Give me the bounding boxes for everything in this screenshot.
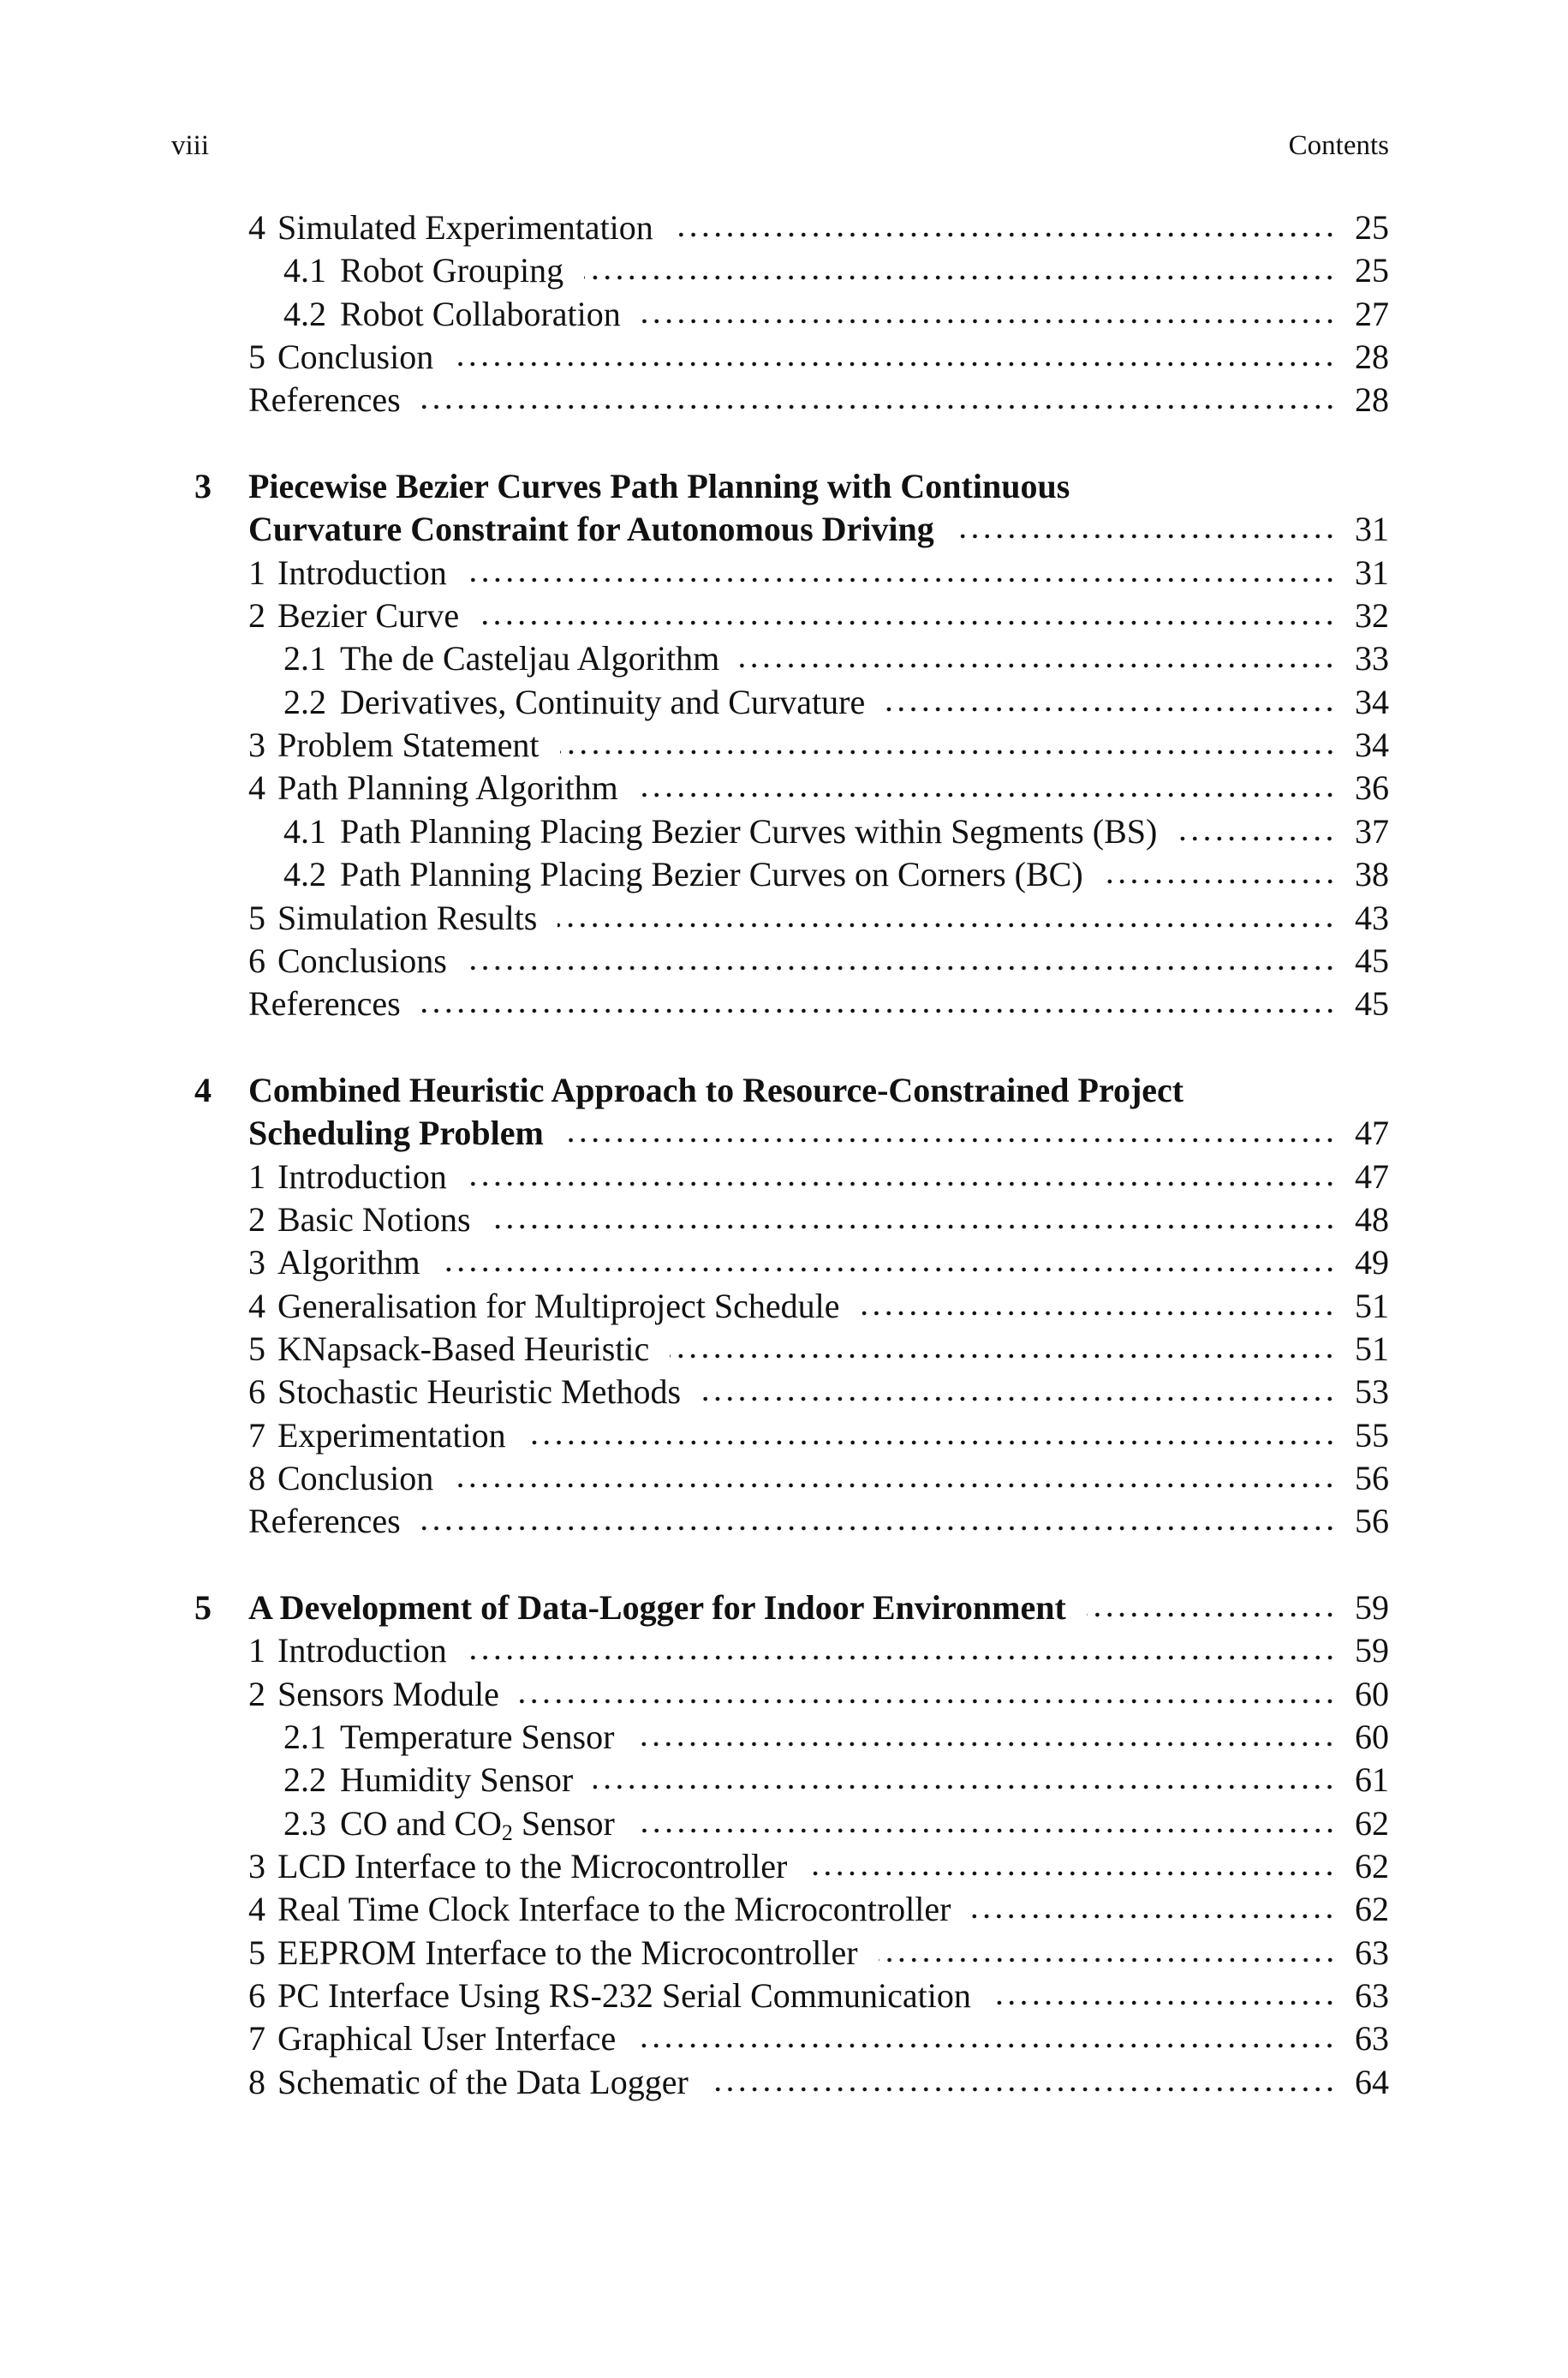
dot-leader	[421, 1524, 1336, 1533]
page-number: 34	[1355, 726, 1389, 765]
entry-title	[283, 1716, 614, 1759]
dot-leader	[641, 317, 1336, 326]
section-number: 2.2	[283, 682, 326, 721]
entry-title	[283, 810, 1157, 853]
section-number: 1	[248, 1631, 265, 1670]
page-number: 59	[1355, 1588, 1389, 1627]
page-number: 64	[1355, 2062, 1389, 2101]
toc-entry[interactable]	[0, 249, 1568, 292]
entry-line[interactable]	[248, 1112, 1389, 1155]
toc-entry[interactable]	[0, 293, 1568, 336]
entry-line[interactable]	[283, 637, 1389, 680]
entry-title	[283, 1802, 615, 1845]
title-text: Generalisation for Multiproject Schedule	[277, 1286, 840, 1325]
entry-title	[248, 1285, 839, 1328]
title-text: Graphical User Interface	[277, 2019, 617, 2058]
title-text: PC Interface Using RS-232 Serial Communication	[277, 1976, 971, 2016]
toc-entry[interactable]	[0, 1457, 1568, 1500]
spacer	[0, 1544, 1568, 1586]
spacer	[0, 422, 1568, 465]
entry-title	[248, 1198, 471, 1241]
title-text: LCD Interface to the Microcontroller	[277, 1847, 788, 1886]
dot-leader	[639, 791, 1336, 799]
entry-title	[248, 724, 540, 767]
toc-entry[interactable]	[0, 810, 1568, 853]
page-number: 49	[1355, 1243, 1389, 1282]
chapter-number: 4	[194, 1070, 212, 1109]
dot-leader	[670, 1352, 1336, 1360]
page-number: 27	[1355, 294, 1389, 333]
entry-line[interactable]	[283, 1716, 1389, 1759]
dot-leader	[468, 576, 1336, 584]
toc-entry[interactable]	[0, 552, 1568, 594]
entry-line[interactable]	[283, 1759, 1389, 1801]
title-text-after: Sensor	[512, 1803, 615, 1843]
entry-line[interactable]	[248, 724, 1389, 767]
page-number: 47	[1355, 1156, 1389, 1196]
toc-entry[interactable]	[0, 206, 1568, 249]
page-number: 62	[1355, 1803, 1389, 1843]
title-text: Simulation Results	[277, 898, 538, 937]
title-text: Curvature Constraint for Autonomous Driving	[248, 510, 934, 549]
dot-leader	[468, 1653, 1336, 1662]
toc-entry[interactable]	[0, 1888, 1568, 1931]
title-text: Conclusion	[277, 338, 434, 377]
title-text: Introduction	[277, 1631, 447, 1670]
entry-title	[248, 379, 401, 421]
title-text: Schematic of the Data Logger	[277, 2062, 689, 2101]
dot-leader	[527, 1438, 1336, 1447]
toc-entry[interactable]	[0, 2061, 1568, 2104]
section-number: 4.2	[283, 855, 326, 894]
section-number: 7	[248, 1415, 265, 1455]
title-text: Real Time Clock Interface to the Microcontroller	[277, 1890, 951, 1929]
entry-title	[248, 1414, 506, 1457]
title-text: Robot Grouping	[340, 251, 564, 290]
entry-title	[248, 1457, 433, 1500]
page-number: 32	[1355, 596, 1389, 636]
toc-entry[interactable]	[0, 1716, 1568, 1759]
dot-leader	[1104, 877, 1336, 886]
page-number: 56	[1355, 1458, 1389, 1497]
toc-entry[interactable]	[0, 379, 1568, 421]
entry-title	[248, 206, 653, 249]
entry-title	[248, 1069, 1183, 1112]
entry-title	[283, 1759, 573, 1801]
page-number: 31	[1355, 553, 1389, 592]
section-number: 1	[248, 553, 265, 592]
dot-leader	[709, 2085, 1336, 2094]
dot-leader	[1087, 1610, 1336, 1619]
page-number: 33	[1355, 639, 1389, 678]
page-number: 28	[1355, 338, 1389, 377]
entry-title	[283, 637, 719, 680]
running-head: Contents	[1288, 130, 1389, 161]
entry-title	[283, 293, 621, 336]
entry-title	[283, 853, 1083, 896]
entry-line[interactable]	[248, 1414, 1389, 1457]
toc-entry[interactable]	[0, 897, 1568, 940]
page-number: 60	[1355, 1674, 1389, 1713]
toc-entry[interactable]	[0, 465, 1568, 508]
dot-leader	[593, 1783, 1336, 1791]
toc-entry[interactable]	[0, 983, 1568, 1025]
title-text: Experimentation	[277, 1415, 506, 1455]
entry-line[interactable]	[248, 940, 1389, 983]
entry-title	[248, 508, 934, 551]
toc-entry[interactable]	[0, 1500, 1568, 1543]
section-number: 2	[248, 1674, 265, 1713]
section-number: 2	[248, 596, 265, 636]
entry-line[interactable]	[248, 594, 1389, 637]
entry-line[interactable]	[248, 336, 1389, 379]
toc-entry[interactable]	[0, 1673, 1568, 1716]
toc-entry[interactable]	[0, 2017, 1568, 2060]
entry-title	[248, 1845, 787, 1888]
toc-entry[interactable]	[0, 1629, 1568, 1672]
entry-line[interactable]	[248, 1932, 1389, 1975]
entry-line[interactable]	[283, 853, 1389, 896]
toc-entry[interactable]	[0, 594, 1568, 637]
dot-leader	[860, 1309, 1336, 1317]
entry-line[interactable]	[283, 1802, 1389, 1845]
dot-leader	[955, 532, 1336, 541]
title-text: EEPROM Interface to the Microcontroller	[277, 1933, 858, 1972]
toc-entry[interactable]	[0, 1156, 1568, 1198]
entry-title	[248, 897, 537, 940]
dot-leader	[520, 1697, 1336, 1706]
section-number: 4.1	[283, 811, 326, 851]
toc-entry[interactable]	[0, 681, 1568, 724]
page-number: 34	[1355, 682, 1389, 721]
section-number: 2.3	[283, 1803, 326, 1843]
entry-line[interactable]	[248, 465, 1389, 508]
entry-title	[248, 2061, 689, 2104]
page-number: 60	[1355, 1718, 1389, 1757]
section-number: 6	[248, 1372, 265, 1412]
section-number: 3	[248, 1243, 265, 1282]
title-text: Combined Heuristic Approach to Resource-Constrained Project	[248, 1070, 1184, 1109]
title-text: Introduction	[277, 553, 447, 592]
section-number: 6	[248, 1976, 265, 2016]
toc-entry[interactable]	[0, 1586, 1568, 1629]
toc-entry[interactable]	[0, 508, 1568, 551]
dot-leader	[454, 360, 1336, 368]
dot-leader	[1177, 834, 1336, 843]
chapter-number: 3	[194, 467, 212, 506]
entry-line[interactable]	[248, 379, 1389, 421]
page-number: 47	[1355, 1114, 1389, 1153]
entry-line[interactable]	[248, 1156, 1389, 1198]
entry-line[interactable]	[248, 983, 1389, 1025]
entry-title	[248, 1328, 649, 1371]
title-text: Robot Collaboration	[340, 294, 621, 333]
section-number: 1	[248, 1156, 265, 1196]
title-text: A Development of Data-Logger for Indoor Environment	[248, 1588, 1066, 1627]
entry-line[interactable]	[248, 2061, 1389, 2104]
entry-line[interactable]	[248, 1888, 1389, 1931]
entry-title	[248, 1975, 971, 2017]
page-number-header: viii	[171, 130, 210, 161]
title-text: Conclusion	[277, 1458, 434, 1497]
page-number: 55	[1355, 1415, 1389, 1455]
page-number: 25	[1355, 208, 1389, 247]
dot-leader	[701, 1395, 1336, 1403]
page-number: 38	[1355, 855, 1389, 894]
entry-line[interactable]	[248, 1285, 1389, 1328]
entry-line[interactable]	[248, 1586, 1389, 1629]
section-number: 5	[248, 898, 265, 937]
title-text: Basic Notions	[277, 1199, 471, 1239]
entry-line[interactable]	[283, 681, 1389, 724]
section-number: 6	[248, 941, 265, 980]
dot-leader	[885, 705, 1336, 714]
title-text: Scheduling Problem	[248, 1114, 544, 1153]
section-number: 3	[248, 726, 265, 765]
entry-title	[248, 1112, 544, 1155]
toc-entry[interactable]	[0, 1932, 1568, 1975]
entry-line[interactable]	[248, 1241, 1389, 1284]
page-number: 51	[1355, 1286, 1389, 1325]
entry-title	[283, 681, 865, 724]
title-text: Conclusions	[277, 941, 447, 980]
page-number: 62	[1355, 1847, 1389, 1886]
section-number: 4	[248, 768, 265, 808]
page-number: 37	[1355, 811, 1389, 851]
toc-entry[interactable]	[0, 1198, 1568, 1241]
page-number: 45	[1355, 984, 1389, 1024]
entry-title	[248, 2017, 616, 2060]
subscript: 2	[501, 1819, 513, 1845]
title-text: Bezier Curve	[277, 596, 460, 636]
toc-entry[interactable]	[0, 336, 1568, 379]
title-text: Humidity Sensor	[340, 1760, 574, 1800]
title-text: Piecewise Bezier Curves Path Planning with Continuous	[248, 467, 1070, 506]
entry-line[interactable]	[248, 897, 1389, 940]
section-number: 7	[248, 2019, 265, 2058]
entry-line[interactable]	[248, 2017, 1389, 2060]
entry-title	[248, 1888, 951, 1931]
entry-title	[248, 1586, 1066, 1629]
page-number: 62	[1355, 1890, 1389, 1929]
toc-entry[interactable]	[0, 1328, 1568, 1371]
toc-entry[interactable]	[0, 1241, 1568, 1284]
dot-leader	[971, 1912, 1336, 1921]
dot-leader	[468, 964, 1336, 972]
title-text: Introduction	[277, 1156, 447, 1196]
chapter-number: 5	[194, 1588, 212, 1627]
title-text: Sensors Module	[277, 1674, 499, 1713]
toc-entry[interactable]	[0, 1371, 1568, 1413]
dot-leader	[636, 2041, 1336, 2050]
page-number: 28	[1355, 380, 1389, 420]
entry-line[interactable]	[248, 1975, 1389, 2017]
toc-entry[interactable]	[0, 1759, 1568, 1801]
title-text: Stochastic Heuristic Methods	[277, 1372, 682, 1412]
title-text: Simulated Experimentation	[277, 208, 653, 247]
title-text: KNapsack-Based Heuristic	[277, 1329, 650, 1368]
toc-entry[interactable]	[0, 637, 1568, 680]
title-text: References	[248, 1502, 401, 1541]
page-number: 43	[1355, 898, 1389, 937]
title-text: Path Planning Algorithm	[277, 768, 618, 808]
dot-leader	[468, 1180, 1336, 1188]
entry-line[interactable]	[248, 1371, 1389, 1413]
title-text: Path Planning Placing Bezier Curves within Segments (BS)	[340, 811, 1158, 851]
dot-leader	[674, 230, 1336, 239]
dot-leader	[879, 1956, 1336, 1964]
toc-entry[interactable]	[0, 1112, 1568, 1155]
page-number: 59	[1355, 1631, 1389, 1670]
section-number: 4	[248, 1890, 265, 1929]
entry-title	[283, 249, 563, 292]
toc-entry[interactable]	[0, 853, 1568, 896]
section-number: 4.2	[283, 294, 326, 333]
entry-line[interactable]	[248, 1500, 1389, 1543]
dot-leader	[557, 921, 1336, 929]
section-number: 2.1	[283, 1718, 326, 1757]
title-text: References	[248, 984, 401, 1024]
entry-line[interactable]	[283, 249, 1389, 292]
toc-entry[interactable]	[0, 1285, 1568, 1328]
section-number: 2.2	[283, 1760, 326, 1800]
table-of-contents	[0, 206, 1568, 2104]
entry-line[interactable]	[248, 1629, 1389, 1672]
page-number: 45	[1355, 941, 1389, 980]
section-number: 4	[248, 208, 265, 247]
entry-title	[248, 1629, 447, 1672]
toc-entry[interactable]	[0, 1414, 1568, 1457]
dot-leader	[635, 1740, 1336, 1748]
section-number: 8	[248, 2062, 265, 2101]
entry-line[interactable]	[248, 1198, 1389, 1241]
entry-title	[248, 1371, 681, 1413]
entry-title	[248, 1156, 447, 1198]
entry-line[interactable]	[248, 1069, 1389, 1112]
entry-title	[248, 767, 618, 810]
title-text: The de Casteljau Algorithm	[340, 639, 720, 678]
title-text: CO and CO	[340, 1803, 502, 1843]
entry-title	[248, 983, 401, 1025]
page-number: 63	[1355, 2019, 1389, 2058]
dot-leader	[441, 1265, 1336, 1274]
section-number: 5	[248, 338, 265, 377]
entry-line[interactable]	[248, 1673, 1389, 1716]
section-number: 4.1	[283, 251, 326, 290]
title-text: Problem Statement	[277, 726, 540, 765]
entry-line[interactable]	[283, 810, 1389, 853]
page-number: 53	[1355, 1372, 1389, 1412]
entry-line[interactable]	[248, 1845, 1389, 1888]
page-number: 63	[1355, 1933, 1389, 1972]
toc-entry[interactable]	[0, 940, 1568, 983]
dot-leader	[421, 403, 1336, 411]
dot-leader	[808, 1869, 1336, 1878]
spacer	[0, 1026, 1568, 1069]
entry-line[interactable]	[248, 508, 1389, 551]
page-number: 51	[1355, 1329, 1389, 1368]
entry-title	[248, 552, 447, 594]
entry-line[interactable]	[248, 1328, 1389, 1371]
title-text: Temperature Sensor	[340, 1718, 615, 1757]
page-number: 36	[1355, 768, 1389, 808]
dot-leader	[992, 1999, 1336, 2007]
section-number: 2	[248, 1199, 265, 1239]
entry-title	[248, 594, 459, 637]
title-text: Algorithm	[277, 1243, 420, 1282]
page-number: 48	[1355, 1199, 1389, 1239]
dot-leader	[564, 1136, 1336, 1144]
page-number: 31	[1355, 510, 1389, 549]
dot-leader	[454, 1481, 1336, 1490]
entry-line[interactable]	[283, 293, 1389, 336]
entry-title	[248, 1500, 401, 1543]
toc-entry[interactable]	[0, 1802, 1568, 1845]
dot-leader	[635, 1826, 1336, 1835]
toc-entry[interactable]	[0, 1069, 1568, 1112]
entry-title	[248, 1241, 420, 1284]
section-number: 3	[248, 1847, 265, 1886]
entry-line[interactable]	[248, 552, 1389, 594]
section-number: 2.1	[283, 639, 326, 678]
toc-entry[interactable]	[0, 724, 1568, 767]
page-number: 63	[1355, 1976, 1389, 2016]
toc-entry[interactable]	[0, 1975, 1568, 2017]
entry-line[interactable]	[248, 767, 1389, 810]
dot-leader	[421, 1007, 1336, 1015]
entry-line[interactable]	[248, 1457, 1389, 1500]
page-number: 61	[1355, 1760, 1389, 1800]
section-number: 5	[248, 1329, 265, 1368]
dot-leader	[740, 661, 1336, 670]
title-text: Derivatives, Continuity and Curvature	[340, 682, 866, 721]
section-number: 4	[248, 1286, 265, 1325]
page-number: 25	[1355, 251, 1389, 290]
section-number: 8	[248, 1458, 265, 1497]
section-number: 5	[248, 1933, 265, 1972]
dot-leader	[492, 1222, 1336, 1231]
entry-title	[248, 1932, 858, 1975]
entry-title	[248, 336, 433, 379]
title-text: References	[248, 380, 401, 420]
entry-line[interactable]	[248, 206, 1389, 249]
title-text: Path Planning Placing Bezier Curves on Corners (BC)	[340, 855, 1083, 894]
entry-title	[248, 940, 447, 983]
dot-leader	[584, 273, 1336, 282]
toc-entry[interactable]	[0, 767, 1568, 810]
dot-leader	[480, 618, 1336, 627]
toc-entry[interactable]	[0, 1845, 1568, 1888]
entry-title	[248, 1673, 499, 1716]
dot-leader	[560, 748, 1336, 756]
entry-title	[248, 465, 1070, 508]
page-number: 56	[1355, 1502, 1389, 1541]
